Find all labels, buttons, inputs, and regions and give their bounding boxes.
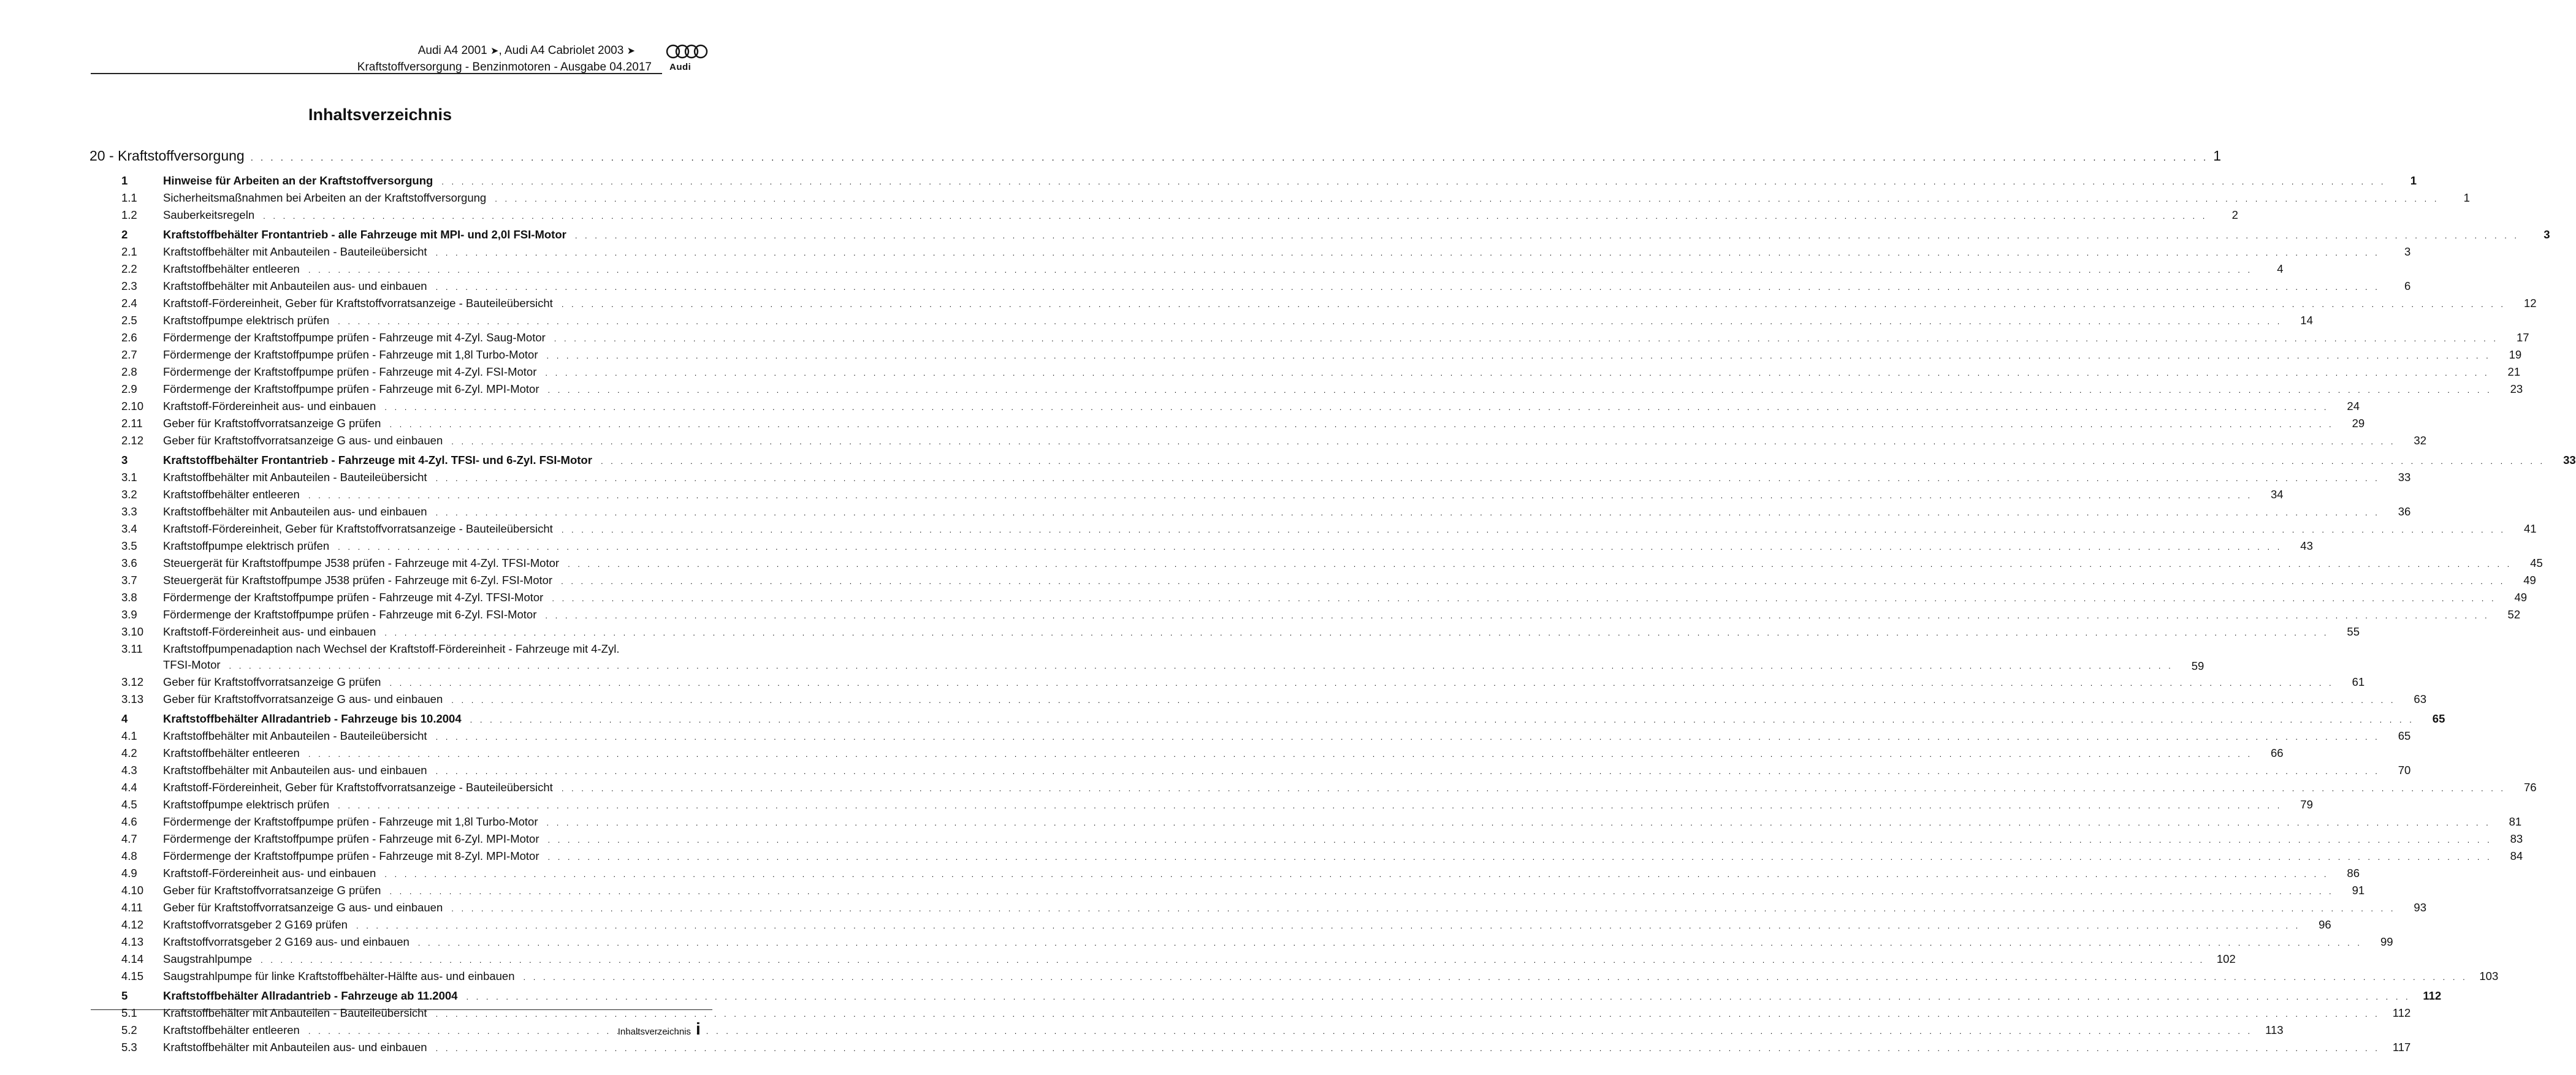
toc-entry-title: Kraftstoffpumpe elektrisch prüfen bbox=[163, 314, 330, 327]
toc-entry[interactable] bbox=[121, 590, 2528, 607]
toc-entry-title: Kraftstoff-Fördereinheit, Geber für Kraftstoffvorratsanzeige - Bauteileübersicht bbox=[163, 522, 553, 535]
toc-entry-number: 4.13 bbox=[121, 935, 144, 948]
header-rule bbox=[91, 73, 662, 74]
toc-entry-page: 61 bbox=[2352, 675, 2365, 688]
dot-leader bbox=[562, 781, 2506, 797]
toc-entry-title: Kraftstoffbehälter Allradantrieb - Fahrzeuge bis 10.2004 bbox=[163, 712, 462, 725]
toc-entry-page: 49 bbox=[2514, 591, 2528, 604]
toc-entry-title: Kraftstoff-Fördereinheit, Geber für Kraftstoffvorratsanzeige - Bauteileübersicht bbox=[163, 781, 553, 794]
toc-entry[interactable] bbox=[121, 797, 2313, 814]
toc-entry-page: 91 bbox=[2352, 884, 2365, 897]
toc-entry-page: 17 bbox=[2516, 331, 2529, 344]
toc-entry-page: 21 bbox=[2507, 365, 2521, 378]
toc-entry[interactable] bbox=[121, 469, 2411, 487]
toc-entry-title: Saugstrahlpumpe bbox=[163, 952, 253, 965]
dot-leader bbox=[546, 348, 2491, 364]
dot-leader bbox=[552, 591, 2496, 607]
chapter-heading[interactable] bbox=[90, 148, 2222, 166]
toc-entry-title: Fördermenge der Kraftstoffpumpe prüfen - Fahrzeuge mit 4-Zyl. TFSI-Motor bbox=[163, 591, 544, 604]
toc-section-heading[interactable] bbox=[121, 988, 2442, 1005]
dot-leader bbox=[389, 884, 2334, 900]
toc-entry-title: Kraftstoffpumpe elektrisch prüfen bbox=[163, 539, 330, 552]
toc-entry-title: Geber für Kraftstoffvorratsanzeige G prüfen bbox=[163, 417, 381, 430]
dot-leader bbox=[308, 746, 2253, 762]
dot-leader bbox=[436, 245, 2380, 261]
toc-entry-number: 4.11 bbox=[121, 901, 143, 914]
toc-entry-page: 86 bbox=[2347, 867, 2360, 879]
toc-entry[interactable] bbox=[121, 487, 2284, 504]
toc-entry-title: Sicherheitsmaßnahmen bei Arbeiten an der Kraftstoffversorgung bbox=[163, 191, 487, 204]
toc-entry-page: 12 bbox=[2523, 297, 2537, 310]
toc-entry-number: 4.10 bbox=[121, 884, 144, 897]
toc-entry[interactable] bbox=[121, 814, 2522, 831]
toc-entry-title: Fördermenge der Kraftstoffpumpe prüfen - Fahrzeuge mit 6-Zyl. FSI-Motor bbox=[163, 608, 537, 621]
toc-entry-page: 3 bbox=[2404, 245, 2411, 258]
dot-leader bbox=[546, 815, 2491, 831]
toc-entry-page: 102 bbox=[2216, 952, 2236, 965]
toc-section-heading[interactable] bbox=[121, 711, 2445, 728]
toc-entry-page: 23 bbox=[2510, 382, 2523, 395]
toc-entry-title: Kraftstoffvorratsgeber 2 G169 prüfen bbox=[163, 918, 348, 931]
dot-leader bbox=[547, 382, 2492, 398]
toc-entry-title: Kraftstoffbehälter mit Anbauteilen aus- und einbauen bbox=[163, 505, 427, 518]
toc-entry-title: Geber für Kraftstoffvorratsanzeige G aus- und einbauen bbox=[163, 434, 443, 447]
dot-leader bbox=[356, 918, 2301, 934]
toc-entry-page: 63 bbox=[2414, 693, 2426, 705]
dot-leader bbox=[436, 505, 2380, 521]
toc-entry-title: Kraftstoffbehälter entleeren bbox=[163, 1024, 300, 1036]
toc-entry-number: 4.12 bbox=[121, 918, 144, 931]
toc-entry-number: 5.3 bbox=[121, 1041, 137, 1054]
toc-entry-title: Fördermenge der Kraftstoffpumpe prüfen - Fahrzeuge mit 1,8l Turbo-Motor bbox=[163, 815, 538, 828]
audi-wordmark: Audi bbox=[669, 62, 692, 72]
toc-entry-page: 4 bbox=[2277, 262, 2284, 275]
toc-entry[interactable] bbox=[121, 900, 2426, 917]
header-model-cabriolet: , Audi A4 Cabriolet 2003 bbox=[498, 44, 624, 57]
toc-entry-number: 3.10 bbox=[121, 625, 144, 638]
toc-entry[interactable] bbox=[121, 641, 2204, 674]
toc-entry-number: 4.15 bbox=[121, 970, 144, 982]
toc-entry-page: 93 bbox=[2414, 901, 2426, 914]
toc-entry[interactable] bbox=[121, 207, 2238, 224]
toc-entry[interactable] bbox=[121, 504, 2411, 521]
toc-entry[interactable] bbox=[121, 968, 2499, 986]
toc-entry[interactable] bbox=[121, 883, 2365, 900]
toc-entry-page: 52 bbox=[2507, 608, 2521, 621]
toc-entry-number: 1.1 bbox=[121, 191, 137, 204]
toc-entry-number: 2.1 bbox=[121, 245, 137, 258]
header-model-a4: Audi A4 2001 bbox=[417, 44, 487, 57]
dot-leader bbox=[436, 279, 2380, 295]
toc-entry[interactable] bbox=[121, 433, 2426, 450]
toc-entry[interactable] bbox=[121, 1005, 2411, 1022]
toc-entry-title: Kraftstoffbehälter mit Anbauteilen aus- und einbauen bbox=[163, 1041, 427, 1054]
toc-entry-title: Kraftstoff-Fördereinheit aus- und einbauen bbox=[163, 867, 376, 879]
header-model-line bbox=[418, 44, 635, 58]
toc-entry-title: Kraftstoffbehälter mit Anbauteilen - Bauteileübersicht bbox=[163, 729, 427, 742]
dot-leader bbox=[562, 522, 2506, 538]
toc-entry-title: Kraftstoffpumpe elektrisch prüfen bbox=[163, 798, 330, 811]
toc-entry-title: Kraftstoffbehälter Allradantrieb - Fahrzeuge ab 11.2004 bbox=[163, 989, 458, 1002]
toc-entry-number: 3.2 bbox=[121, 488, 137, 501]
dot-leader bbox=[308, 488, 2253, 504]
toc-entry-number: 4.7 bbox=[121, 832, 137, 845]
dot-leader bbox=[451, 901, 2396, 917]
toc-entry[interactable] bbox=[121, 934, 2393, 951]
dot-leader bbox=[451, 434, 2396, 450]
toc-entry-page: 6 bbox=[2404, 279, 2411, 292]
dot-leader bbox=[545, 365, 2490, 381]
toc-entry-number: 2.4 bbox=[121, 297, 137, 310]
toc-entry[interactable] bbox=[121, 538, 2313, 555]
dot-leader bbox=[308, 1024, 2253, 1039]
toc-entry[interactable] bbox=[121, 762, 2411, 780]
toc-entry-number: 3.4 bbox=[121, 522, 137, 535]
dot-leader bbox=[568, 556, 2512, 572]
toc-entry-title: Kraftstoffbehälter entleeren bbox=[163, 746, 300, 759]
toc-entry-number: 3.11 bbox=[121, 642, 143, 655]
dot-leader bbox=[436, 1041, 2380, 1057]
toc-entry-number: 2.9 bbox=[121, 382, 137, 395]
toc-entry[interactable] bbox=[121, 865, 2360, 883]
toc-entry-page: 96 bbox=[2319, 918, 2331, 931]
toc-entry-number: 3 bbox=[121, 454, 128, 466]
toc-entry[interactable] bbox=[121, 831, 2523, 848]
toc-entry-number: 5.2 bbox=[121, 1024, 137, 1036]
toc-entry-title: Fördermenge der Kraftstoffpumpe prüfen - Fahrzeuge mit 1,8l Turbo-Motor bbox=[163, 348, 538, 361]
toc-entry[interactable] bbox=[121, 951, 2236, 968]
toc-entry-number: 3.7 bbox=[121, 574, 137, 587]
toc-entry-number: 2.11 bbox=[121, 417, 143, 430]
dot-leader bbox=[561, 574, 2506, 590]
toc-entry-number: 4.14 bbox=[121, 952, 144, 965]
toc-entry-number: 3.12 bbox=[121, 675, 144, 688]
dot-leader bbox=[554, 331, 2499, 347]
toc-entry-number: 3.5 bbox=[121, 539, 137, 552]
toc-entry-title-continued: TFSI-Motor bbox=[163, 658, 221, 671]
chapter-page-number: 1 bbox=[2213, 148, 2222, 164]
toc-entry-page: 113 bbox=[2265, 1024, 2284, 1036]
toc-entry-title: Kraftstoffbehälter Frontantrieb - alle Fahrzeuge mit MPI- und 2,0l FSI-Motor bbox=[163, 228, 566, 241]
toc-entry[interactable] bbox=[121, 728, 2411, 745]
dot-leader bbox=[338, 314, 2282, 330]
toc-entry[interactable] bbox=[121, 295, 2537, 313]
toc-section-heading[interactable] bbox=[121, 452, 2576, 469]
toc-entry-title: Kraftstoffbehälter mit Anbauteilen - Bauteileübersicht bbox=[163, 1006, 427, 1019]
toc-entry-number: 4.6 bbox=[121, 815, 137, 828]
toc-entry[interactable] bbox=[121, 278, 2411, 295]
toc-entry[interactable] bbox=[121, 313, 2313, 330]
toc-entry-title: Fördermenge der Kraftstoffpumpe prüfen - Fahrzeuge mit 4-Zyl. FSI-Motor bbox=[163, 365, 537, 378]
toc-entry-page: 32 bbox=[2414, 434, 2426, 447]
arrow-right-icon: ➤ bbox=[490, 46, 499, 56]
dot-leader bbox=[470, 712, 2415, 728]
toc-entry-page: 76 bbox=[2523, 781, 2537, 794]
toc-entry[interactable] bbox=[121, 398, 2360, 416]
toc-entry[interactable] bbox=[121, 381, 2523, 398]
toc-entry-page: 70 bbox=[2398, 764, 2411, 777]
toc-entry-page: 117 bbox=[2392, 1041, 2411, 1054]
dot-leader bbox=[251, 153, 2209, 163]
dot-leader bbox=[547, 832, 2492, 848]
toc-entry-page: 1 bbox=[2463, 191, 2470, 204]
toc-entry-title: Kraftstoff-Fördereinheit, Geber für Kraftstoffvorratsanzeige - Bauteileübersicht bbox=[163, 297, 553, 310]
dot-leader bbox=[441, 174, 2386, 190]
toc-entry-number: 3.3 bbox=[121, 505, 137, 518]
toc-entry-page: 49 bbox=[2523, 574, 2536, 587]
toc-entry-title: Kraftstoffbehälter mit Anbauteilen aus- und einbauen bbox=[163, 279, 427, 292]
toc-entry-page: 36 bbox=[2398, 505, 2411, 518]
toc-entry-number: 1.2 bbox=[121, 208, 137, 221]
toc-entry-number: 1 bbox=[121, 174, 128, 187]
dot-leader bbox=[384, 867, 2329, 883]
dot-leader bbox=[575, 228, 2520, 244]
toc-entry-page: 33 bbox=[2398, 471, 2411, 484]
dot-leader bbox=[384, 400, 2329, 416]
dot-leader bbox=[229, 658, 2174, 674]
toc-entry-number: 2.5 bbox=[121, 314, 137, 327]
toc-entry-number: 4.2 bbox=[121, 746, 137, 759]
toc-entry-page: 84 bbox=[2510, 849, 2523, 862]
toc-entry-page: 45 bbox=[2530, 556, 2543, 569]
toc-entry-number: 2.8 bbox=[121, 365, 137, 378]
toc-entry[interactable] bbox=[121, 848, 2523, 865]
toc-entry[interactable] bbox=[121, 572, 2536, 590]
dot-leader bbox=[436, 729, 2380, 745]
toc-entry-title: Kraftstoffvorratsgeber 2 G169 aus- und einbauen bbox=[163, 935, 410, 948]
toc-entry[interactable] bbox=[121, 691, 2426, 708]
dot-leader bbox=[524, 970, 2468, 986]
toc-entry-number: 5.1 bbox=[121, 1006, 137, 1019]
toc-entry-number: 4 bbox=[121, 712, 128, 725]
toc-entry[interactable] bbox=[121, 745, 2284, 762]
dot-leader bbox=[261, 952, 2205, 968]
dot-leader bbox=[389, 417, 2334, 433]
toc-entry-page: 1 bbox=[2410, 174, 2417, 187]
toc-entry-page: 103 bbox=[2479, 970, 2499, 982]
toc-entry-page: 79 bbox=[2300, 798, 2313, 811]
toc-entry[interactable] bbox=[121, 555, 2543, 572]
toc-entry-title: Fördermenge der Kraftstoffpumpe prüfen - Fahrzeuge mit 6-Zyl. MPI-Motor bbox=[163, 832, 539, 845]
toc-entry-title: Geber für Kraftstoffvorratsanzeige G prüfen bbox=[163, 675, 381, 688]
toc-entry-title: Kraftstoffbehälter entleeren bbox=[163, 262, 300, 275]
toc-entry[interactable] bbox=[121, 780, 2537, 797]
dot-leader bbox=[495, 191, 2439, 207]
toc-entry[interactable] bbox=[121, 330, 2529, 347]
toc-entry-page: 81 bbox=[2509, 815, 2522, 828]
toc-entry-page: 43 bbox=[2300, 539, 2313, 552]
toc-entry-page: 3 bbox=[2544, 228, 2550, 241]
dot-leader bbox=[384, 625, 2329, 641]
toc-entry-number: 3.13 bbox=[121, 693, 144, 705]
toc-entry-page: 99 bbox=[2380, 935, 2393, 948]
dot-leader bbox=[436, 764, 2380, 780]
toc-entry-number: 2.2 bbox=[121, 262, 137, 275]
dot-leader bbox=[436, 471, 2380, 487]
toc-entry-title: Saugstrahlpumpe für linke Kraftstoffbehälter-Hälfte aus- und einbauen bbox=[163, 970, 515, 982]
toc-entry-page: 112 bbox=[2392, 1006, 2411, 1019]
toc-entry-title: Sauberkeitsregeln bbox=[163, 208, 255, 221]
dot-leader bbox=[547, 849, 2492, 865]
toc-entry[interactable] bbox=[121, 416, 2365, 433]
toc-entry-title: Kraftstoff-Fördereinheit aus- und einbauen bbox=[163, 400, 376, 412]
toc-entry[interactable] bbox=[121, 190, 2470, 207]
dot-leader bbox=[451, 693, 2396, 708]
table-of-contents bbox=[121, 170, 2576, 1057]
toc-entry-number: 4.5 bbox=[121, 798, 137, 811]
footer-page-number: i bbox=[696, 1019, 701, 1038]
toc-entry-title: Kraftstoff-Fördereinheit aus- und einbauen bbox=[163, 625, 376, 638]
toc-entry-title: Kraftstoffbehälter Frontantrieb - Fahrzeuge mit 4-Zyl. TFSI- und 6-Zyl. FSI-Motor bbox=[163, 454, 592, 466]
toc-entry-number: 4.9 bbox=[121, 867, 137, 879]
dot-leader bbox=[545, 608, 2490, 624]
toc-entry-title: Fördermenge der Kraftstoffpumpe prüfen - Fahrzeuge mit 4-Zyl. Saug-Motor bbox=[163, 331, 546, 344]
toc-entry-page: 34 bbox=[2271, 488, 2284, 501]
toc-entry-number: 3.8 bbox=[121, 591, 137, 604]
toc-entry-page: 14 bbox=[2300, 314, 2313, 327]
toc-entry-number: 5 bbox=[121, 989, 128, 1002]
toc-entry-page: 83 bbox=[2510, 832, 2523, 845]
toc-entry-number: 4.4 bbox=[121, 781, 137, 794]
toc-entry-number: 2.10 bbox=[121, 400, 144, 412]
dot-leader bbox=[389, 675, 2334, 691]
chapter-title: 20 - Kraftstoffversorgung bbox=[90, 148, 245, 164]
toc-entry-title: Steuergerät für Kraftstoffpumpe J538 prüfen - Fahrzeuge mit 6-Zyl. FSI-Motor bbox=[163, 574, 553, 587]
toc-entry[interactable] bbox=[121, 1039, 2411, 1057]
toc-entry[interactable] bbox=[121, 521, 2537, 538]
toc-entry-page: 19 bbox=[2509, 348, 2522, 361]
toc-entry-title: Fördermenge der Kraftstoffpumpe prüfen - Fahrzeuge mit 6-Zyl. MPI-Motor bbox=[163, 382, 539, 395]
toc-entry-page: 2 bbox=[2231, 208, 2238, 221]
toc-entry-title: Geber für Kraftstoffvorratsanzeige G prüfen bbox=[163, 884, 381, 897]
footer-label: Inhaltsverzeichnis bbox=[617, 1027, 691, 1037]
dot-leader bbox=[418, 935, 2363, 951]
dot-leader bbox=[436, 1006, 2380, 1022]
toc-entry-title: Kraftstoffbehälter entleeren bbox=[163, 488, 300, 501]
toc-entry[interactable] bbox=[121, 674, 2365, 691]
toc-entry-page: 112 bbox=[2423, 989, 2442, 1002]
toc-entry-page: 29 bbox=[2352, 417, 2365, 430]
toc-entry-title: Hinweise für Arbeiten an der Kraftstoffversorgung bbox=[163, 174, 433, 187]
footer-rule bbox=[91, 1009, 712, 1010]
toc-entry[interactable] bbox=[121, 917, 2331, 934]
toc-entry[interactable] bbox=[121, 244, 2411, 261]
toc-entry-page: 41 bbox=[2523, 522, 2537, 535]
toc-entry-title: Fördermenge der Kraftstoffpumpe prüfen - Fahrzeuge mit 8-Zyl. MPI-Motor bbox=[163, 849, 539, 862]
dot-leader bbox=[338, 798, 2282, 814]
toc-entry-page: 24 bbox=[2347, 400, 2360, 412]
toc-entry-number: 2 bbox=[121, 228, 128, 241]
toc-entry[interactable] bbox=[121, 261, 2284, 278]
toc-entry-number: 4.8 bbox=[121, 849, 137, 862]
toc-entry-number: 4.1 bbox=[121, 729, 137, 742]
toc-entry-title: Steuergerät für Kraftstoffpumpe J538 prüfen - Fahrzeuge mit 4-Zyl. TFSI-Motor bbox=[163, 556, 560, 569]
toc-entry-title: Kraftstoffbehälter mit Anbauteilen - Bauteileübersicht bbox=[163, 245, 427, 258]
header-subtitle: Kraftstoffversorgung - Benzinmotoren - Ausgabe 04.2017 bbox=[357, 61, 652, 74]
toc-entry-page: 33 bbox=[2563, 454, 2576, 466]
toc-entry-number: 2.6 bbox=[121, 331, 137, 344]
toc-entry-number: 3.6 bbox=[121, 556, 137, 569]
toc-entry-page: 59 bbox=[2191, 659, 2204, 672]
toc-entry[interactable] bbox=[121, 347, 2522, 364]
toc-section-heading[interactable] bbox=[121, 227, 2550, 244]
toc-entry-number: 2.12 bbox=[121, 434, 144, 447]
page-title: Inhaltsverzeichnis bbox=[308, 105, 452, 124]
arrow-right-icon: ➤ bbox=[627, 46, 635, 56]
dot-leader bbox=[308, 262, 2253, 278]
dot-leader bbox=[466, 989, 2410, 1005]
toc-entry-number: 3.9 bbox=[121, 608, 137, 621]
toc-entry-number: 2.3 bbox=[121, 279, 137, 292]
toc-entry-title: Geber für Kraftstoffvorratsanzeige G aus- und einbauen bbox=[163, 693, 443, 705]
toc-entry-title: Kraftstoffbehälter mit Anbauteilen aus- und einbauen bbox=[163, 764, 427, 777]
toc-section-heading[interactable] bbox=[121, 173, 2417, 190]
toc-entry-title: Kraftstoffpumpenadaption nach Wechsel der Kraftstoff-Fördereinheit - Fahrzeuge mit 4-Zyl. bbox=[163, 642, 620, 655]
toc-entry-number: 2.7 bbox=[121, 348, 137, 361]
toc-entry-page: 55 bbox=[2347, 625, 2360, 638]
toc-entry[interactable] bbox=[121, 624, 2360, 641]
toc-entry-page: 65 bbox=[2398, 729, 2411, 742]
toc-entry[interactable] bbox=[121, 364, 2521, 381]
toc-entry-page: 65 bbox=[2432, 712, 2445, 725]
toc-entry-page: 66 bbox=[2271, 746, 2284, 759]
toc-entry-title: Kraftstoffbehälter mit Anbauteilen - Bauteileübersicht bbox=[163, 471, 427, 484]
toc-entry-number: 3.1 bbox=[121, 471, 137, 484]
toc-entry[interactable] bbox=[121, 607, 2521, 624]
dot-leader bbox=[562, 297, 2506, 313]
toc-entry-title: Geber für Kraftstoffvorratsanzeige G aus- und einbauen bbox=[163, 901, 443, 914]
dot-leader bbox=[601, 454, 2545, 469]
dot-leader bbox=[338, 539, 2282, 555]
dot-leader bbox=[263, 208, 2208, 224]
toc-entry-number: 4.3 bbox=[121, 764, 137, 777]
